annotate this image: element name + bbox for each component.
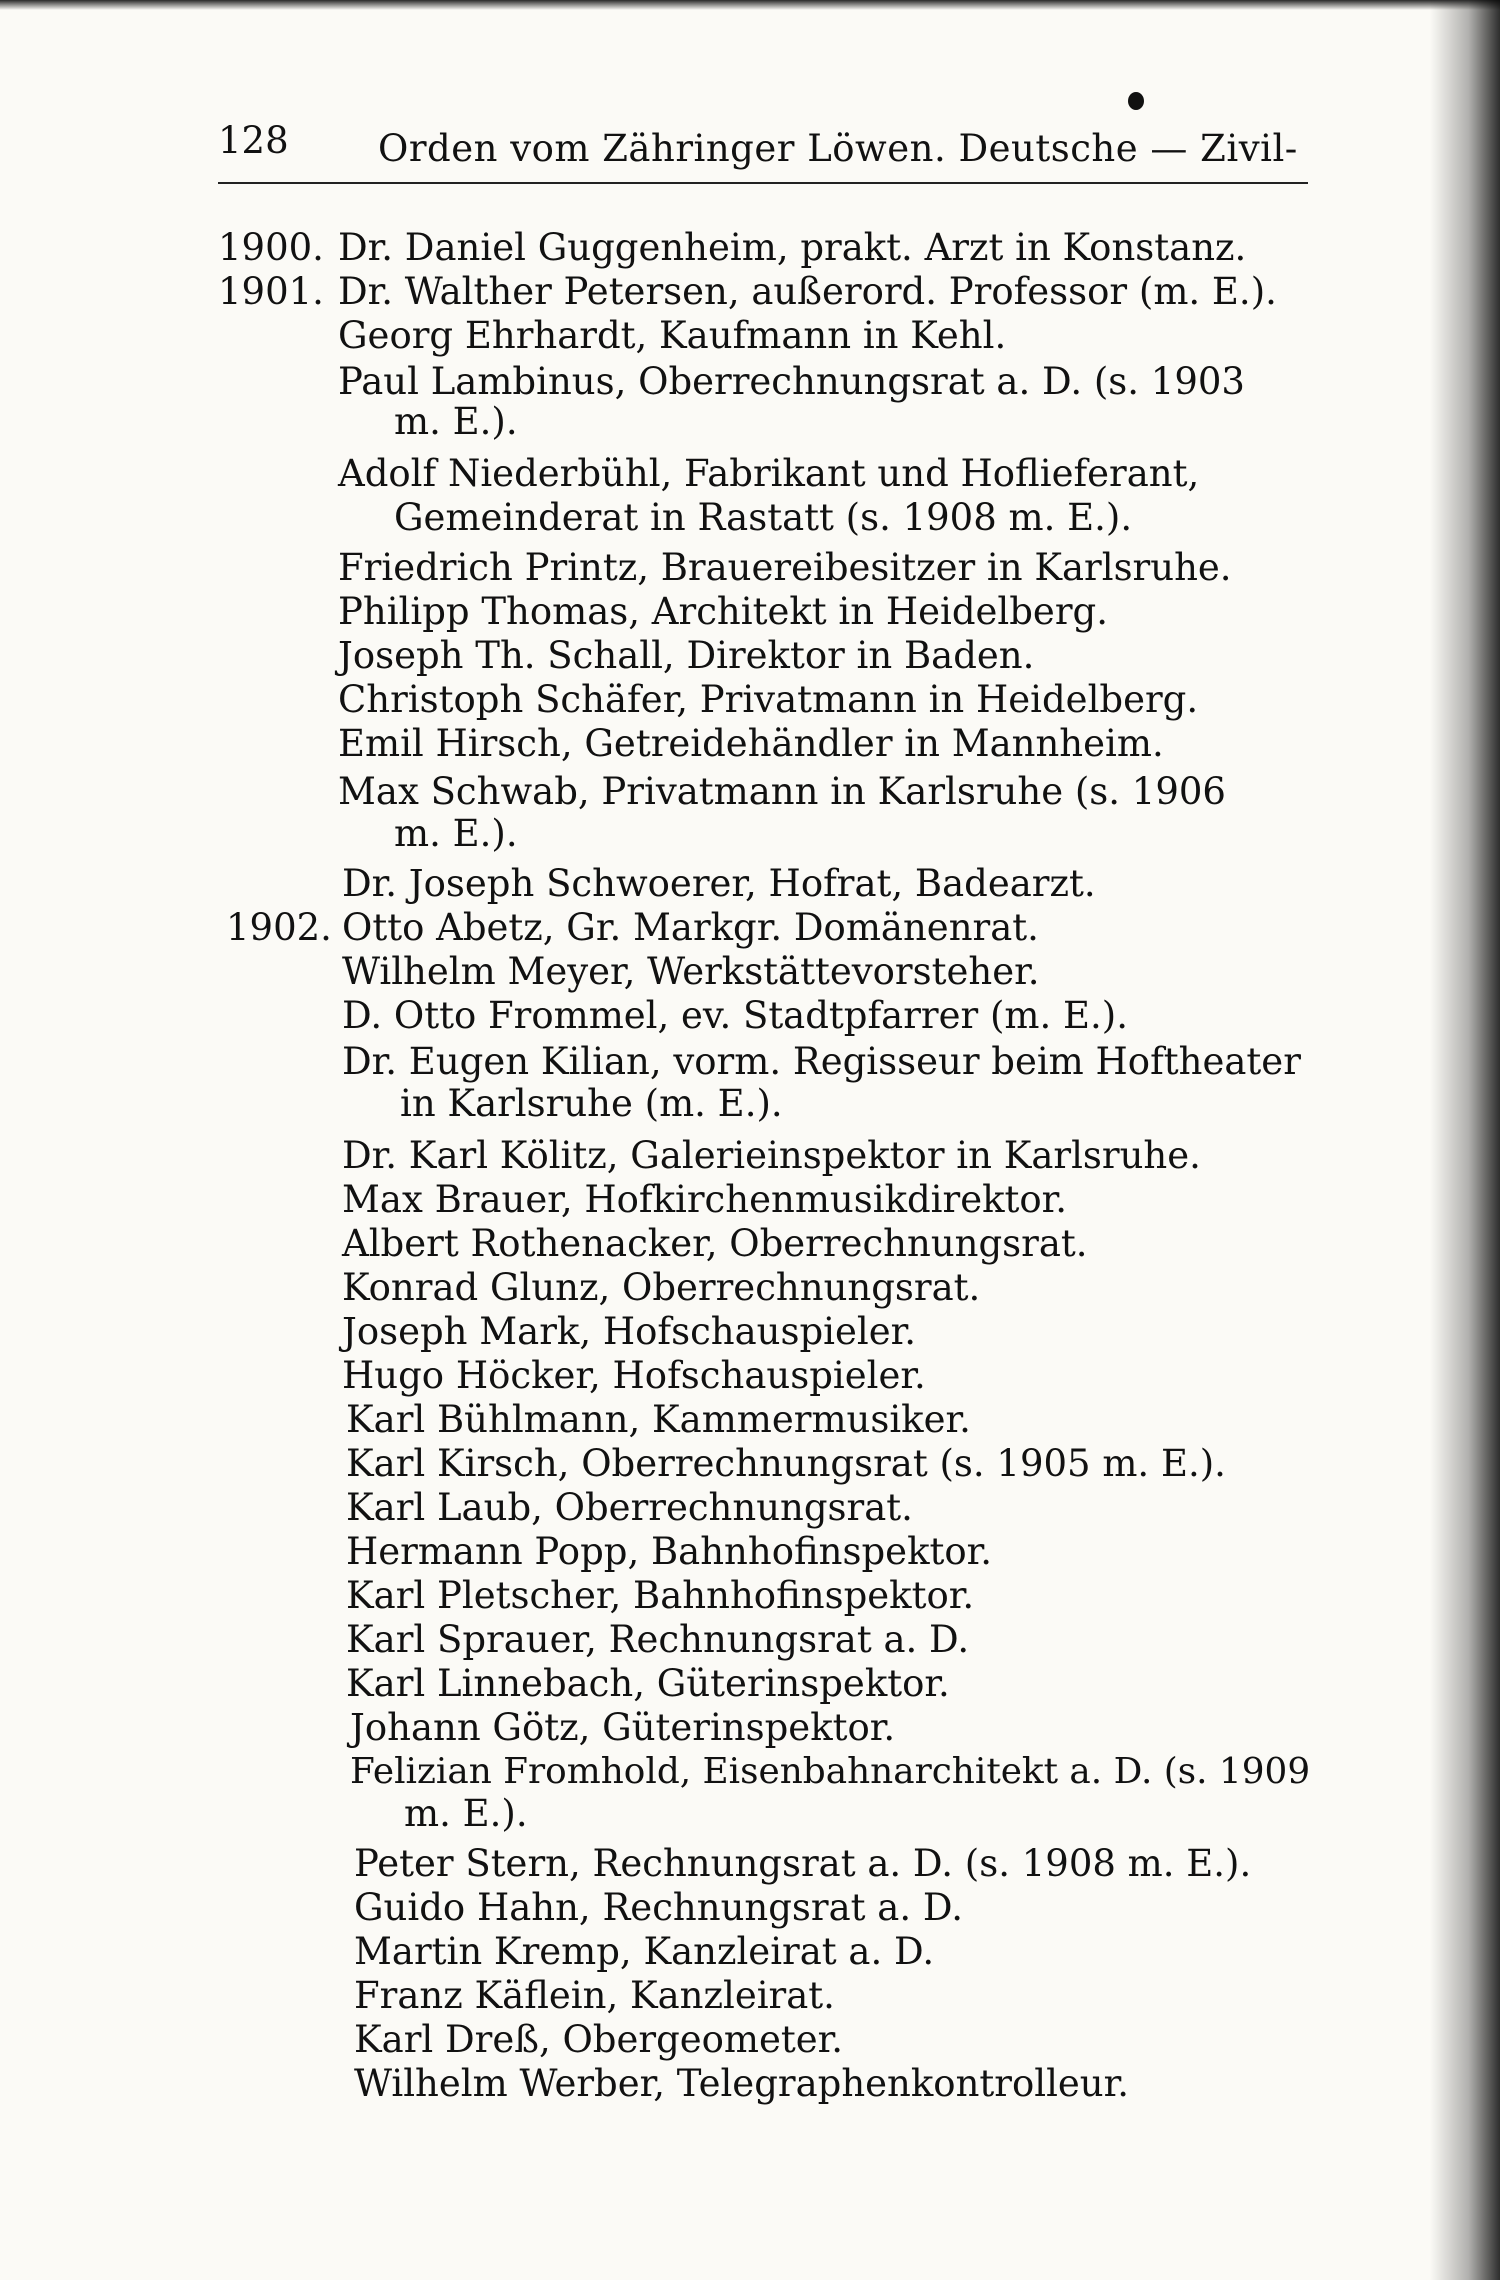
- entry-line: Philipp Thomas, Architekt in Heidelberg.: [338, 590, 1108, 633]
- entry-line: Albert Rothenacker, Oberrechnungsrat.: [342, 1222, 1088, 1265]
- entry-line: Wilhelm Meyer, Werkstättevorsteher.: [342, 950, 1040, 993]
- entry-line: Konrad Glunz, Oberrechnungsrat.: [342, 1266, 981, 1309]
- entry-line: Karl Bühlmann, Kammermusiker.: [346, 1398, 971, 1441]
- entry-line: D. Otto Frommel, ev. Stadtpfarrer (m. E.).: [342, 994, 1128, 1037]
- entry-line: Max Schwab, Privatmann in Karlsruhe (s. 1906: [338, 770, 1226, 813]
- entry-line: Karl Linnebach, Güterinspektor.: [346, 1662, 950, 1705]
- entry-line: Christoph Schäfer, Privatmann in Heidelberg.: [338, 678, 1199, 721]
- entry-line: Dr. Eugen Kilian, vorm. Regisseur beim Hoftheater: [342, 1040, 1301, 1083]
- scan-shadow-top: [0, 0, 1500, 10]
- entry-line-continuation: Gemeinderat in Rastatt (s. 1908 m. E.).: [394, 496, 1133, 539]
- entry-line: Franz Käflein, Kanzleirat.: [354, 1974, 835, 2017]
- entry-line: Karl Kirsch, Oberrechnungsrat (s. 1905 m. E.).: [346, 1442, 1226, 1485]
- entry-line: Joseph Mark, Hofschauspieler.: [342, 1310, 917, 1353]
- running-header: [218, 115, 1308, 175]
- entry-line: Karl Sprauer, Rechnungsrat a. D.: [346, 1618, 970, 1661]
- entry-line-continuation: in Karlsruhe (m. E.).: [400, 1082, 783, 1125]
- entry-line: Dr. Joseph Schwoerer, Hofrat, Badearzt.: [342, 862, 1096, 905]
- entry-line: Hugo Höcker, Hofschauspieler.: [342, 1354, 926, 1397]
- year-label: 1901.: [218, 270, 324, 313]
- page-number: 128: [218, 119, 289, 162]
- entry-line: Joseph Th. Schall, Direktor in Baden.: [338, 634, 1035, 677]
- year-label: 1902.: [226, 906, 332, 949]
- entry-line: Paul Lambinus, Oberrechnungsrat a. D. (s. 1903: [338, 360, 1245, 403]
- entry-line: Georg Ehrhardt, Kaufmann in Kehl.: [338, 314, 1007, 357]
- entry-line: Adolf Niederbühl, Fabrikant und Hoflieferant,: [338, 452, 1200, 495]
- entry-line-continuation: m. E.).: [394, 812, 518, 855]
- entry-line: Dr. Walther Petersen, außerord. Professor (m. E.).: [338, 270, 1277, 313]
- entry-line: Friedrich Printz, Brauereibesitzer in Karlsruhe.: [338, 546, 1232, 589]
- entry-line-continuation: m. E.).: [394, 400, 518, 443]
- year-label: 1900.: [218, 226, 324, 269]
- header-rule: [218, 182, 1308, 184]
- entry-line: Dr. Karl Kölitz, Galerieinspektor in Karlsruhe.: [342, 1134, 1201, 1177]
- entry-line: Karl Pletscher, Bahnhofinspektor.: [346, 1574, 975, 1617]
- scan-shadow-right: [1430, 0, 1500, 2280]
- entry-line: Peter Stern, Rechnungsrat a. D. (s. 1908 m. E.).: [354, 1842, 1252, 1885]
- running-title: Orden vom Zähringer Löwen. Deutsche — Zivil-: [378, 127, 1298, 170]
- entry-line: Johann Götz, Güterinspektor.: [350, 1706, 896, 1749]
- entry-line: Hermann Popp, Bahnhofinspektor.: [346, 1530, 993, 1573]
- entry-line-continuation: m. E.).: [404, 1792, 528, 1835]
- entry-line: Martin Kremp, Kanzleirat a. D.: [354, 1930, 935, 1973]
- entry-line: Dr. Daniel Guggenheim, prakt. Arzt in Konstanz.: [338, 226, 1247, 269]
- entry-line: Guido Hahn, Rechnungsrat a. D.: [354, 1886, 963, 1929]
- entry-line: Wilhelm Werber, Telegraphenkontrolleur.: [354, 2062, 1130, 2105]
- entry-line: Otto Abetz, Gr. Markgr. Domänenrat.: [342, 906, 1039, 949]
- entry-line: Karl Dreß, Obergeometer.: [354, 2018, 844, 2061]
- entry-line: Karl Laub, Oberrechnungsrat.: [346, 1486, 913, 1529]
- entry-line: Felizian Fromhold, Eisenbahnarchitekt a. D. (s. 1909: [350, 1751, 1311, 1792]
- entry-line: Emil Hirsch, Getreidehändler in Mannheim.: [338, 722, 1164, 765]
- entry-line: Max Brauer, Hofkirchenmusikdirektor.: [342, 1178, 1068, 1221]
- ink-spot: [1128, 92, 1144, 110]
